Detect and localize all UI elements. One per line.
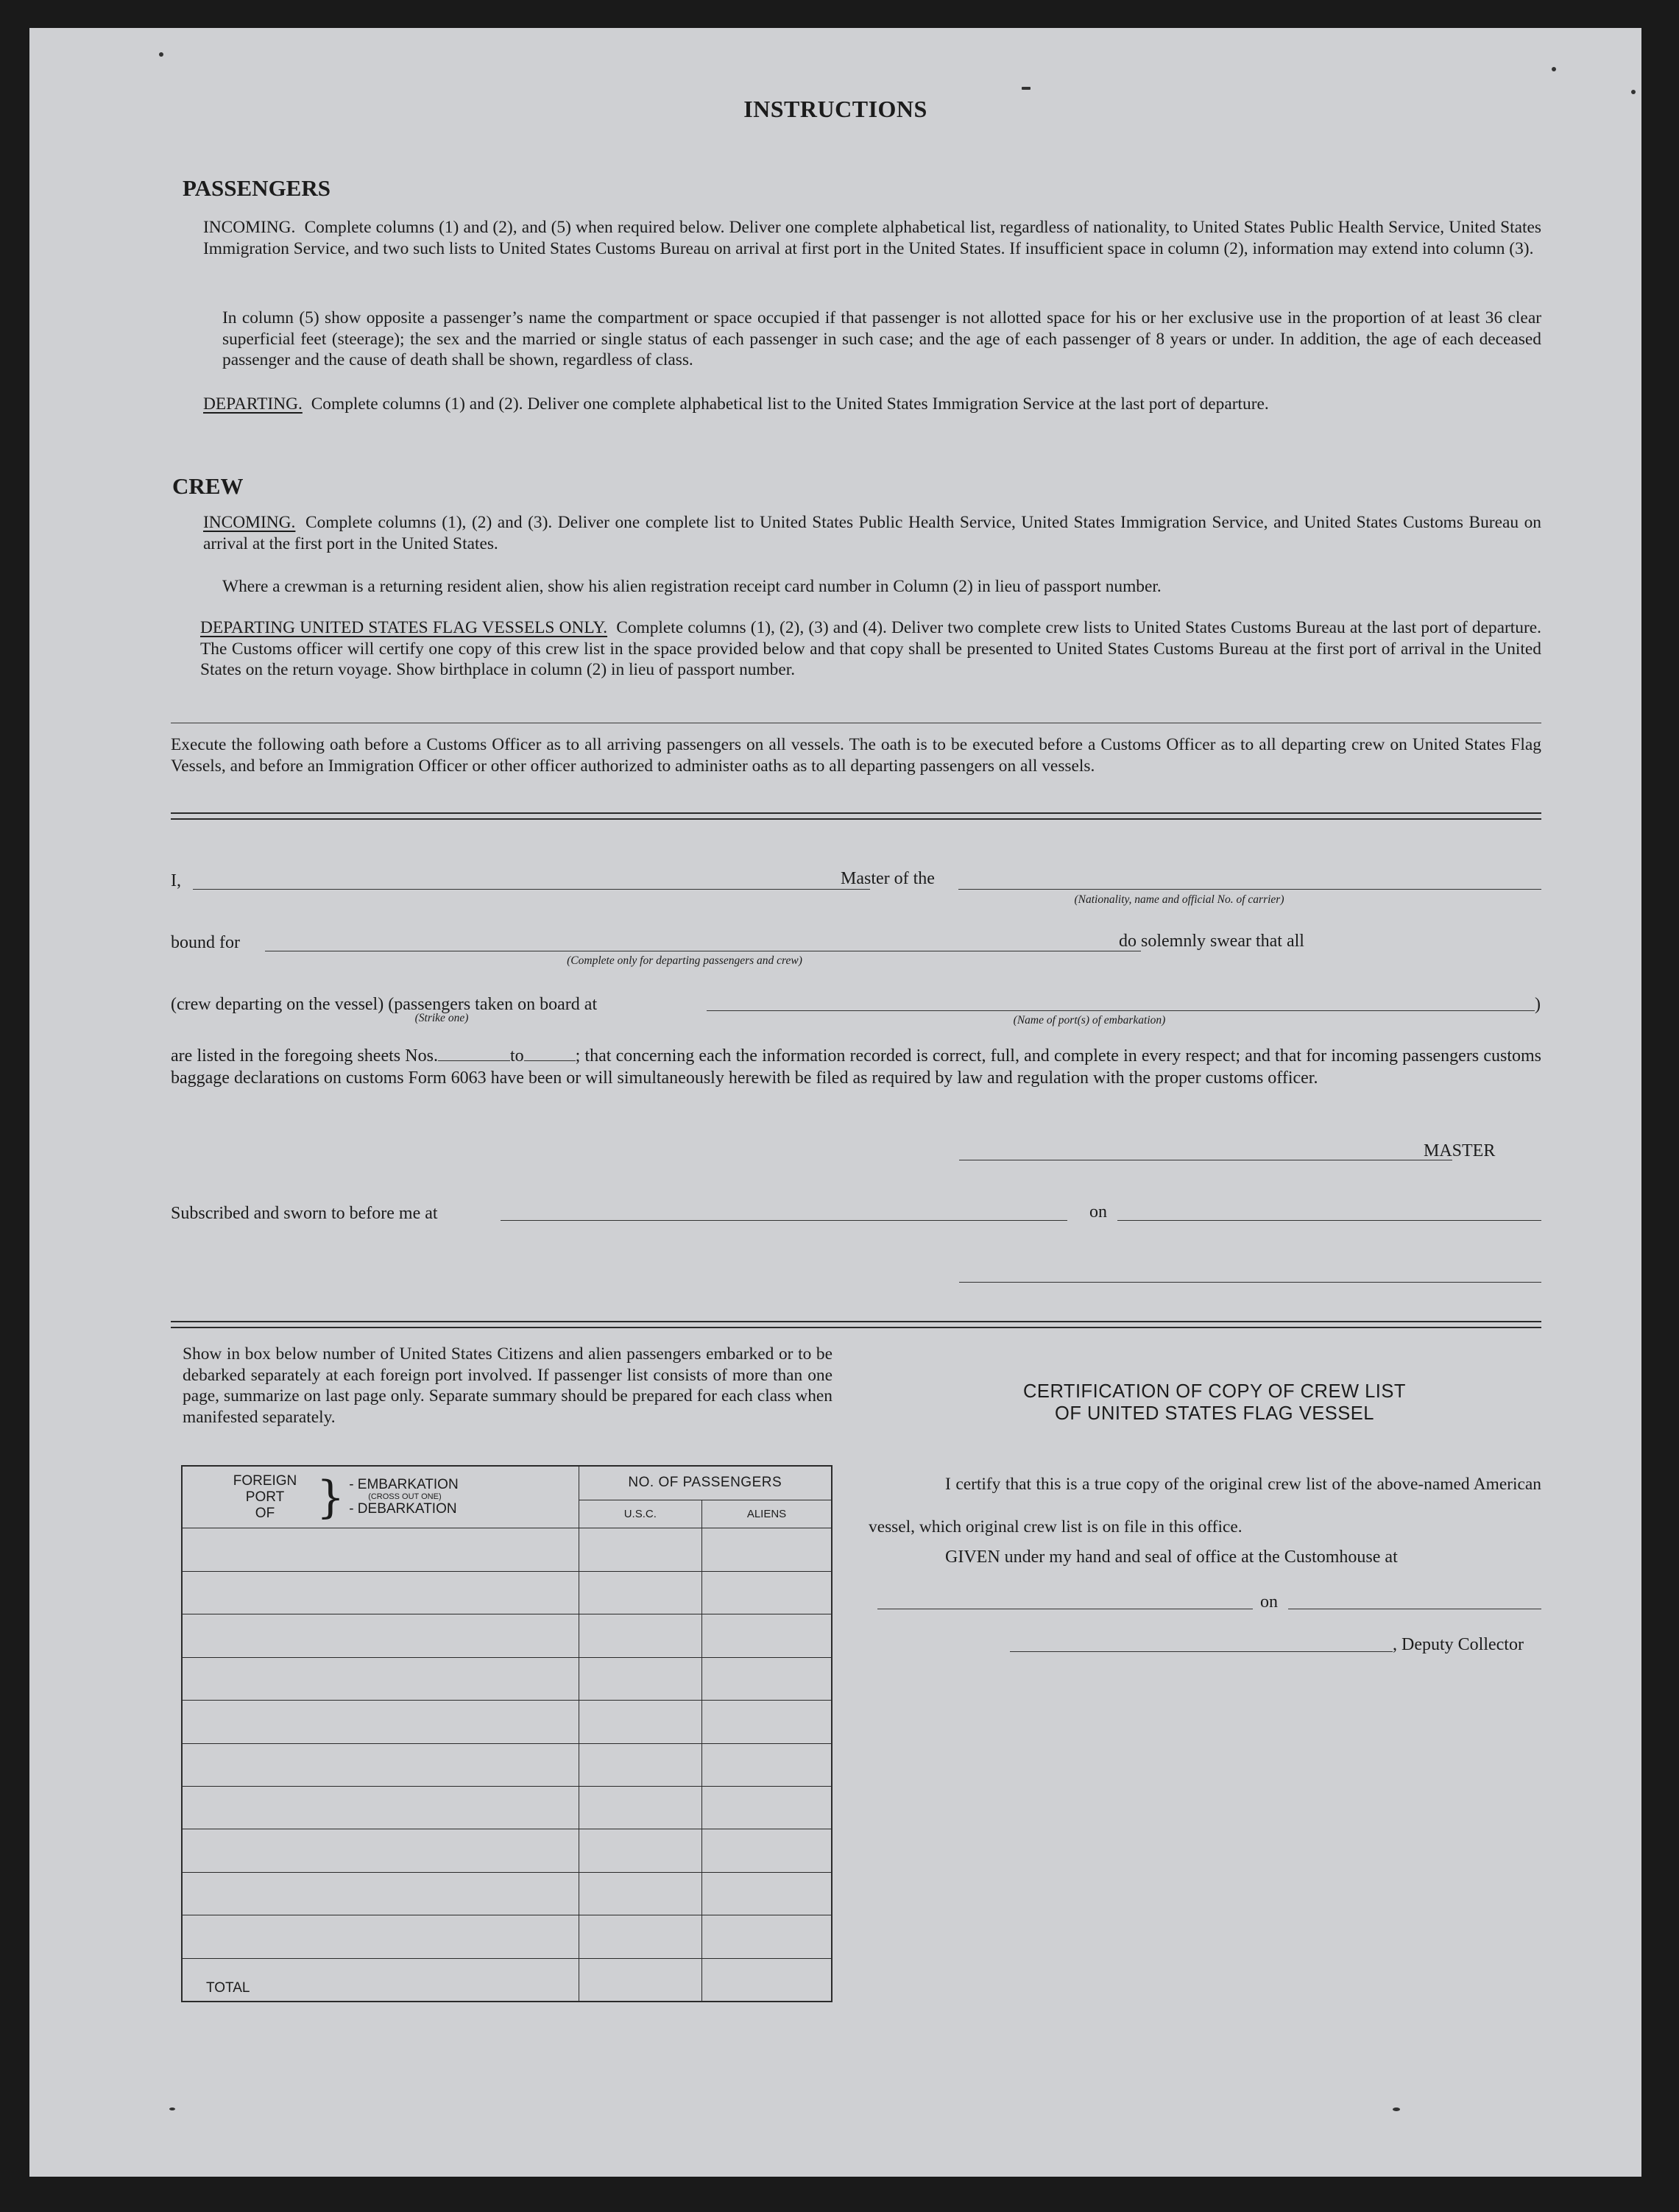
scan-speck	[1552, 67, 1556, 71]
usc-cell[interactable]	[579, 1701, 701, 1743]
departing-caption: (Complete only for departing passengers and crew)	[567, 954, 802, 967]
port-cell[interactable]	[182, 1528, 579, 1571]
crew-departing-text: Complete columns (1), (2), (3) and (4). Deliver two complete crew lists to United States Customs Bureau at the last port of departure. The Customs officer will certify one copy of this crew list in the space provided below and that copy shall be presented to United States Customs Bureau at the first port of arrival in the United States on the return voyage. Show birthplace in column (2) in lieu of passport number.	[200, 618, 1541, 679]
scan-speck	[1631, 90, 1636, 94]
form-page	[29, 28, 1641, 2177]
scan-speck	[1022, 87, 1031, 90]
no-of-passengers-header: NO. OF PASSENGERS	[579, 1466, 832, 1500]
port-cell[interactable]	[182, 1787, 579, 1829]
certification-title	[950, 1380, 1480, 1425]
passengers-incoming-text: Complete columns (1) and (2), and (5) when required below. Deliver one complete alphabetical list, regardless of nationality, to United States Public Health Service, United States Immigration Service, and two such lists to United States Customs Bureau on arrival at first port in the United States. If insufficient space in column (2), information may extend into column (3).	[203, 218, 1541, 258]
foreign-port-of-label: FOREIGN PORT OF	[233, 1472, 297, 1521]
cert-on-label: on	[1260, 1592, 1278, 1612]
crew-passengers-text: (crew departing on the vessel) (passengers taken on board at	[171, 995, 598, 1014]
divider	[171, 818, 1541, 820]
cross-out-one-label: (CROSS OUT ONE)	[368, 1492, 442, 1502]
certify-paragraph: I certify that this is a true copy of the original crew list of the above-named American vessel, which original crew list is on file in this office.	[869, 1475, 1541, 1536]
aliens-cell[interactable]	[702, 1872, 832, 1915]
port-cell[interactable]	[182, 1872, 579, 1915]
table-row	[182, 1614, 832, 1657]
total-row	[182, 1958, 832, 2002]
table-row	[182, 1829, 832, 1872]
usc-cell[interactable]	[579, 1614, 701, 1657]
crew-heading: CREW	[172, 473, 244, 499]
usc-cell[interactable]	[579, 1872, 701, 1915]
sheet-from-field[interactable]	[438, 1047, 510, 1061]
crew-departing-label: DEPARTING UNITED STATES FLAG VESSELS ONLY.	[200, 618, 608, 637]
brace-icon: }	[317, 1471, 345, 1523]
sworn-on-label: on	[1089, 1202, 1107, 1222]
passengers-heading: PASSENGERS	[183, 175, 331, 201]
oath-i: I,	[171, 871, 181, 890]
crew-departing-paragraph	[200, 617, 1541, 681]
listed-rest: ; that concerning each the information recorded is correct, full, and complete in every respect; and that for incoming passengers customs baggage declarations on customs Form 6063 have been or will simultaneously herewith be filed as required by law and regulation with the proper customs officer.	[171, 1046, 1541, 1088]
port-cell[interactable]	[182, 1743, 579, 1786]
passenger-summary-table	[181, 1465, 833, 2002]
aliens-cell[interactable]	[702, 1743, 832, 1786]
crew-incoming-label: INCOMING.	[203, 513, 296, 532]
aliens-cell[interactable]	[702, 1787, 832, 1829]
divider	[171, 1321, 1541, 1322]
passengers-departing-text: Complete columns (1) and (2). Deliver one complete alphabetical list to the United States Immigration Service at the last port of departure.	[311, 394, 1269, 414]
port-cell[interactable]	[182, 1701, 579, 1743]
debarkation-label: - DEBARKATION	[349, 1501, 457, 1517]
embarkation-port-field[interactable]	[707, 1010, 1535, 1011]
usc-cell[interactable]	[579, 1787, 701, 1829]
table-row	[182, 1915, 832, 1958]
table-row	[182, 1657, 832, 1700]
table-row	[182, 1872, 832, 1915]
usc-header: U.S.C.	[579, 1500, 701, 1528]
aliens-cell[interactable]	[702, 1657, 832, 1700]
divider	[171, 1327, 1541, 1328]
oath-instruction: Execute the following oath before a Customs Officer as to all arriving passengers on all vessels. The oath is to be executed before a Customs Officer as to all departing crew on United States Flag Vessels, and before an Immigration Officer or other officer authorized to administer oaths as to all departing passengers on all vessels.	[171, 735, 1541, 776]
passengers-departing-paragraph	[203, 394, 1541, 415]
aliens-header: ALIENS	[702, 1500, 832, 1528]
bound-for-label: bound for	[171, 933, 240, 952]
carrier-field[interactable]	[958, 889, 1541, 890]
scan-speck	[159, 52, 163, 57]
port-cell[interactable]	[182, 1571, 579, 1614]
summary-instruction: Show in box below number of United States Citizens and alien passengers embarked or to be debarked separately at each foreign port involved. If passenger list consists of more than one page, summarize on last page only. Separate summary should be prepared for each class when manifested separately.	[183, 1344, 833, 1427]
master-of-the-label: Master of the	[841, 869, 935, 888]
page-title: INSTRUCTIONS	[743, 96, 927, 122]
usc-cell[interactable]	[579, 1743, 701, 1786]
subscribed-label: Subscribed and sworn to before me at	[171, 1204, 438, 1223]
carrier-caption: (Nationality, name and official No. of carrier)	[1074, 893, 1284, 906]
given-text: GIVEN under my hand and seal of office at the Customhouse at	[945, 1548, 1398, 1567]
table-row	[182, 1701, 832, 1743]
crew-incoming-text: Complete columns (1), (2) and (3). Deliver one complete list to United States Public Health Service, United States Immigration Service, and United States Customs Bureau on arrival at the first port in the United States.	[203, 513, 1541, 553]
usc-cell[interactable]	[579, 1829, 701, 1872]
divider	[171, 812, 1541, 814]
table-row	[182, 1743, 832, 1786]
sheet-to-field[interactable]	[524, 1047, 576, 1061]
aliens-cell[interactable]	[702, 1829, 832, 1872]
passengers-departing-label: DEPARTING.	[203, 394, 303, 414]
passengers-incoming-paragraph	[203, 217, 1541, 259]
total-label: TOTAL	[182, 1958, 579, 2002]
port-cell[interactable]	[182, 1829, 579, 1872]
port-cell[interactable]	[182, 1657, 579, 1700]
close-paren: )	[1535, 995, 1541, 1014]
usc-cell[interactable]	[579, 1657, 701, 1700]
master-name-field[interactable]	[193, 889, 870, 890]
listed-start: are listed in the foregoing sheets Nos.	[171, 1046, 438, 1066]
embarkation-label: - EMBARKATION	[349, 1477, 459, 1493]
strike-one-caption: (Strike one)	[414, 1012, 469, 1024]
deputy-collector-label: , Deputy Collector	[1393, 1635, 1524, 1654]
aliens-cell[interactable]	[702, 1571, 832, 1614]
total-aliens-cell[interactable]	[702, 1958, 832, 2002]
table-row	[182, 1571, 832, 1614]
master-label: MASTER	[1424, 1141, 1496, 1160]
port-cell[interactable]	[182, 1614, 579, 1657]
listed-paragraph	[171, 1045, 1541, 1089]
certification-title-line2: OF UNITED STATES FLAG VESSEL	[1055, 1403, 1374, 1424]
table-row	[182, 1528, 832, 1571]
passengers-incoming-label: INCOMING.	[203, 218, 296, 237]
listed-to: to	[509, 1046, 524, 1066]
aliens-cell[interactable]	[702, 1701, 832, 1743]
port-caption: (Name of port(s) of embarkation)	[1013, 1014, 1166, 1027]
table-row	[182, 1787, 832, 1829]
deputy-signature-field[interactable]	[1010, 1651, 1393, 1652]
scan-speck	[1393, 2108, 1400, 2111]
total-usc-cell[interactable]	[579, 1958, 701, 2002]
usc-cell[interactable]	[579, 1528, 701, 1571]
crew-resident-paragraph: Where a crewman is a returning resident alien, show his alien registration receipt card number in Column (2) in lieu of passport number.	[222, 577, 1162, 596]
officer-signature-field[interactable]	[959, 1282, 1541, 1283]
usc-cell[interactable]	[579, 1571, 701, 1614]
scan-speck	[169, 2108, 175, 2110]
port-header	[182, 1466, 579, 1528]
aliens-cell[interactable]	[702, 1915, 832, 1958]
crew-incoming-paragraph	[203, 512, 1541, 554]
swear-text: do solemnly swear that all	[1119, 932, 1304, 951]
aliens-cell[interactable]	[702, 1614, 832, 1657]
passengers-column5-paragraph: In column (5) show opposite a passenger’s name the compartment or space occupied if that passenger is not allotted space for his or her exclusive use in the proportion of at least 36 clear superficial feet (steerage); the sex and the married or single status of each passenger in such case; and the age of each passenger of 8 years or under. In addition, the age of each deceased passenger and the cause of death shall be shown, regardless of class.	[222, 308, 1541, 369]
aliens-cell[interactable]	[702, 1528, 832, 1571]
certification-title-line1: CERTIFICATION OF COPY OF CREW LIST	[1023, 1381, 1406, 1402]
usc-cell[interactable]	[579, 1915, 701, 1958]
sworn-place-field[interactable]	[501, 1220, 1067, 1221]
port-cell[interactable]	[182, 1915, 579, 1958]
sworn-date-field[interactable]	[1117, 1220, 1541, 1221]
